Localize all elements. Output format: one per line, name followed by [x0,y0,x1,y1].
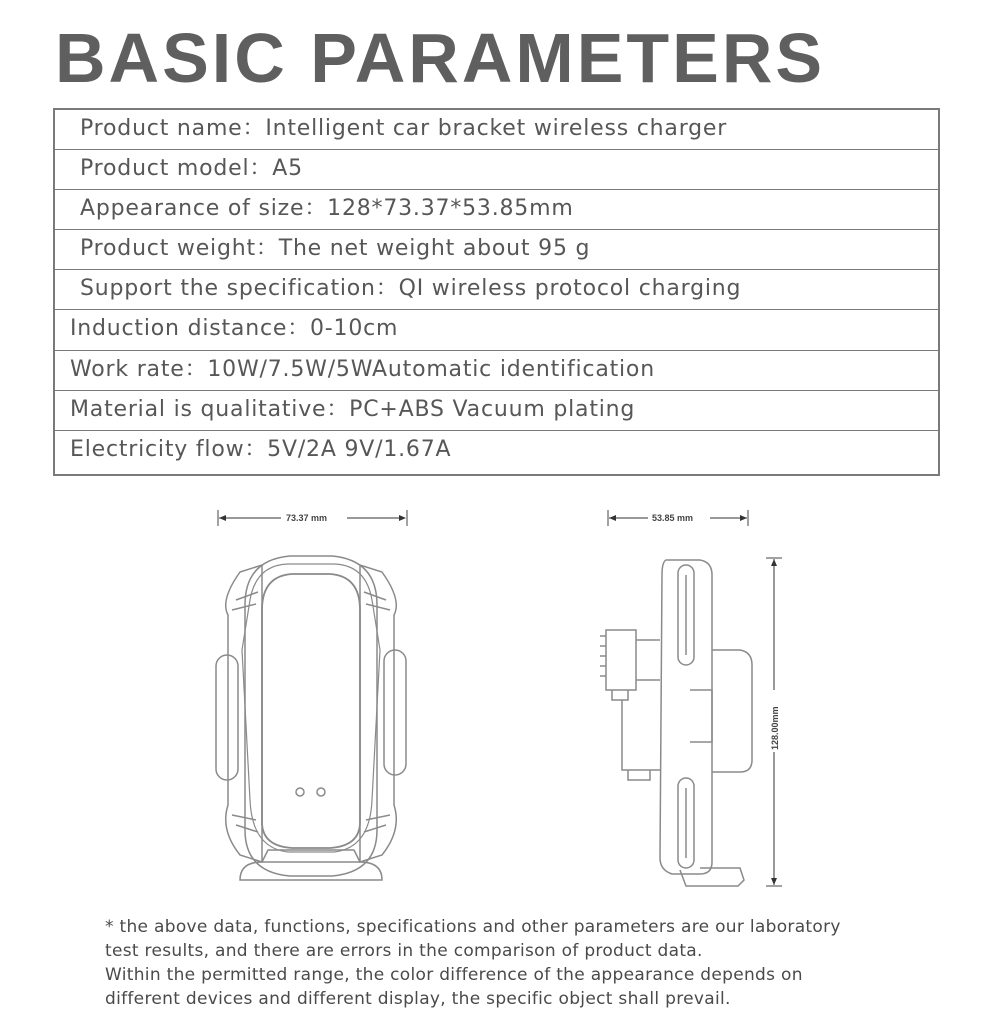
side-depth-label: 53.85 mm [652,513,694,523]
page-title: BASIC PARAMETERS [55,19,826,97]
param-row-material: Material is qualitative：PC+ABS Vacuum plating [55,391,938,431]
front-width-label: 73.37 mm [286,513,328,523]
param-row-size: Appearance of size：128*73.37*53.85mm [55,190,938,230]
disclaimer-note [105,915,965,1011]
side-view-outline [600,560,752,886]
note-line: test results, and there are errors in the comparison of product data. [105,941,703,961]
note-line: Within the permitted range, the color difference of the appearance depends on [105,965,803,985]
note-line: * the above data, functions, specifications and other parameters are our laboratory [105,917,841,937]
height-label: 128.00mm [770,706,780,750]
param-row-product-model: Product model：A5 [55,150,938,190]
param-row-work-rate: Work rate：10W/7.5W/5WAutomatic identification [55,351,938,391]
param-row-product-name: Product name：Intelligent car bracket wireless charger [55,110,938,150]
front-view-outline [216,556,406,880]
param-row-electricity-flow: Electricity flow：5V/2A 9V/1.67A [70,436,452,462]
param-row-specification: Support the specification：QI wireless protocol charging [55,270,938,310]
side-depth-dimension [608,510,748,526]
front-width-dimension [218,510,407,526]
note-line: different devices and different display, the specific object shall prevail. [105,989,731,1009]
height-dimension [766,558,782,886]
param-row-induction-distance: Induction distance：0-10cm [55,310,938,350]
parameters-table [53,108,940,476]
product-dimension-drawing [0,495,1000,905]
param-row-weight: Product weight：The net weight about 95 g [55,230,938,270]
